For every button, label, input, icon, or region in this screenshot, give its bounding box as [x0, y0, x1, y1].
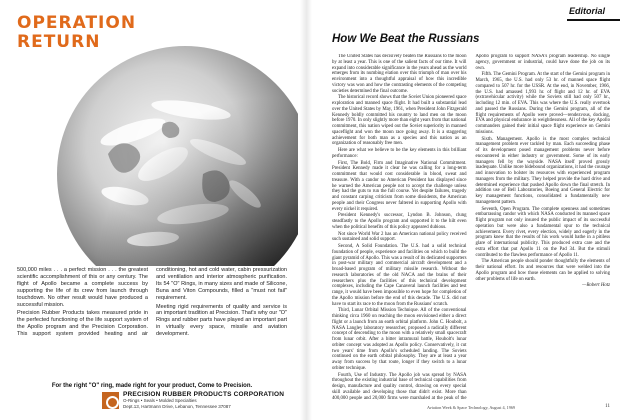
section-rule: [567, 19, 620, 21]
editorial-paragraph: Sixth. Management. Apollo is the most complex technical management problem ever tackled by man. Each succeeding phase of its development posed management problems never before encountered in either industry or government. Some of its early managers fell by the wayside. NASA itself proved grossly inadequate. Unlike more hidebound organizations, it had the courage and innovation to bolster its resources with experienced program managers from the military. They helped provide the hard drive and determined experience that pushed Apollo down the final stretch. In addition use of Bell Laboratories, Boeing and General Electric for key management functions, consolidated a fundamentally new management pattern.: [475, 136, 610, 205]
editorial-paragraph: The historical record shows that the Soviet Union pioneered space exploration and manned space flight. It had built a substantial lead over the United States by May, 1961, when President John Fitzgerald Kennedy boldly committed his country to land men on the moon before 1970. In only slightly more than eight years from that national commitment, this nation wiped out the Soviet superiority in manned spaceflight and won the moon race going away. It is a staggering achievement for both man as a species and this nation as an organization of reasonably free men.: [332, 95, 467, 147]
ad-paragraph: Precision Rubber Products takes measured pride in the perfected functioning of the life support system of the Apollo program and the Precision Corporation. This support system provided heating and air conditioning, hot and cold water, cabin pressurization and ventilation and interior atmospheric purification. Its 54 "O" Rings, in many sizes and made of Silicone, Buna and Viton Compounds, filled a "must not fail" requirement.: [17, 267, 287, 338]
ad-headline: [17, 13, 137, 52]
editorial-paragraph: First, The Bold, Firm and Imaginative National Commitment. President Kennedy made it clear he was calling for a long-term commitment that would cost considerable in blood, sweat and treasure. With a candor no American President has displayed since he warned the American people not to accept the challenge unless they had the guts to run the full course. Yet despite failures, tragedy and constant carping criticism from some dissidents, the American people and their Congress never faltered in supporting Apollo with every nickel it required.: [332, 160, 467, 212]
page-gutter: [300, 0, 312, 420]
editorial-paragraph: Seventh, Open Program. The complete openness and sometimes embarrassing candor with which NASA conducted its manned space flight program not only insured the public impact of its successful operation but were also a fundamental spur to the technical achievement. Every rivet, every election, widely and eagerly in the program knew that the results of his work would bathe in a pitiless glare of international publicity. This produced extra care and the extra effort that put Apollo 11 on the Pad 34. But the stimuli contributed to the flawless performance of Apollo 11.: [475, 206, 610, 258]
editorial-paragraph: Second, A Solid Foundation. The U.S. had a solid technical foundation of people, experience and facilities on which to build the giant pyramid of Apollo. This was a result of its dedicated supporters in post-war military and commercial aircraft development and a broad-based program of military missile research. Without the research laboratories of the old NACA and the brains of their researchers plus the facilities of this technical development complexes, including the Cape Canaveral launch facilities and test range, it would have been impossible to even hope for completion of the Apollo mission before the end of this decade. The U.S. did not have to start its race to the moon from the Russians' scratch.: [332, 244, 467, 307]
company-address: Dept.13, Hartmann Drive, Lebanon, Tennessee 37087: [123, 403, 231, 409]
page-number: 11: [605, 404, 610, 409]
section-label: Editorial: [569, 6, 606, 16]
editorial-paragraph: Here are what we believe to be the key elements in this brilliant performance:: [332, 148, 467, 159]
editorial-paragraph: The American people should ponder thoughtfully the elements of their national effort. Its and resources that were welded into the Apollo program and how those elements can be applied to solving other problems of life on earth.: [475, 259, 610, 282]
editorial-paragraph: Third, Lunar Orbital Mission Technique. All of the conventional thinking circa 1960 on reaching the moon envisioned either a direct flight or a launch from an earth orbital platform. John C. Houbolt, a NASA Langley laboratory researcher, proposed a radically different concept of descending to the moon with a relatively small spacecraft from lunar orbit. After a bitter intramural battle, Houbolt's lunar orbiter concept was adopted as Apollo policy. Conservatively, it cut two years' time from Apollo's scheduled landing. The Soviets continued on the earth orbital philosophy. They are at least a year away from success by that route, longer if they switch to a lunar orbiter technique.: [332, 308, 467, 371]
company-name: PRECISION RUBBER PRODUCTS CORPORATION: [123, 391, 285, 398]
editorial-signature: —Robert Hotz: [582, 283, 610, 289]
editorial-paragraph: Fourth, Use of Industry. The Apollo job was spread by NASA throughout the existing industrial base of technical capabilities from design, manufacture and quality control, drawing on every special skill available and developing those that didn't exist. More than 400,000 people and 20,000 firms were marshaled at the peak of the Apollo program to support NASA's program leadership. No single agency, government or industrial, could have done the job on its own.: [332, 54, 610, 401]
ad-headline-line: RETURN: [17, 32, 101, 52]
ad-paragraph: 500,000 miles . . . a perfect mission . . . the greatest scientific accomplishment of this or any century. The flight of Apollo became a complete success by supporting the life of its crew from launch through touchdown. No other result would have produced a successful mission.: [17, 267, 148, 308]
editorial-paragraph: President Kennedy's successor, Lyndon B. Johnson, clung steadfastly to the Apollo program and supported it to the hilt even when the political benefits of this policy appeared dubious.: [332, 213, 467, 230]
precision-logo-icon: [102, 392, 119, 409]
editorial-body: [332, 54, 610, 402]
company-products: O-Rings • Seals • Molded Specialties: [123, 398, 197, 403]
ad-company-block: [123, 391, 293, 409]
publication-line: Aviation Week & Space Technology, August 4, 1969: [426, 405, 516, 410]
advertisement-page: [0, 0, 300, 420]
ad-paragraph: Meeting rigid requirements of quality and service is an important tradition at Precision. That's why our "O" Rings and rubber parts have played an important part in virtually every space, missile and aviation development.: [156, 303, 287, 338]
ad-tagline: For the right "O" ring, made right for your product, Come to Precision.: [51, 383, 253, 389]
ad-body-copy: [17, 267, 287, 339]
ad-headline-line: OPERATION: [17, 13, 137, 33]
editorial-paragraph: Not since World War 2 has an American national policy received such sustained and solid support.: [332, 231, 467, 243]
page-footer: [332, 405, 610, 413]
editorial-title: How We Beat the Russians: [332, 33, 480, 45]
editorial-paragraph: The United States has decisively beaten the Russians to the moon by at least a year. This is one of the salient facts of our time. It will expand into considerable significance in the years ahead as the world emerges from its numbing elation over this triumph of man over his environment into a thoughtful appraisal of how this incredible victory was won and how the contrasting elements of the competing societies determined the final outcome.: [332, 54, 467, 94]
editorial-paragraph: Fifth. The Gemini Program. At the start of the Gemini program in March, 1965, the U.S. had only 53 hr. of manned space flight compared to 507 hr. for the USSR. At the end, in November, 1966, the U.S. had amassed 1,993 hr. of flight and 12 hr. of EVA (extravehicular activity) while the Soviets still had only 507 hr., including 12 min. of EVA. This was where the U.S. really overtook and passed the Russians. During the Gemini program, all of the flight requirements of Apollo were proved—rendezvous, docking, EVA and physical endurance in weightlessness. All of the key Apollo commanders gained their initial space flight experience on Gemini missions.: [475, 72, 610, 135]
editorial-page: [312, 0, 620, 420]
